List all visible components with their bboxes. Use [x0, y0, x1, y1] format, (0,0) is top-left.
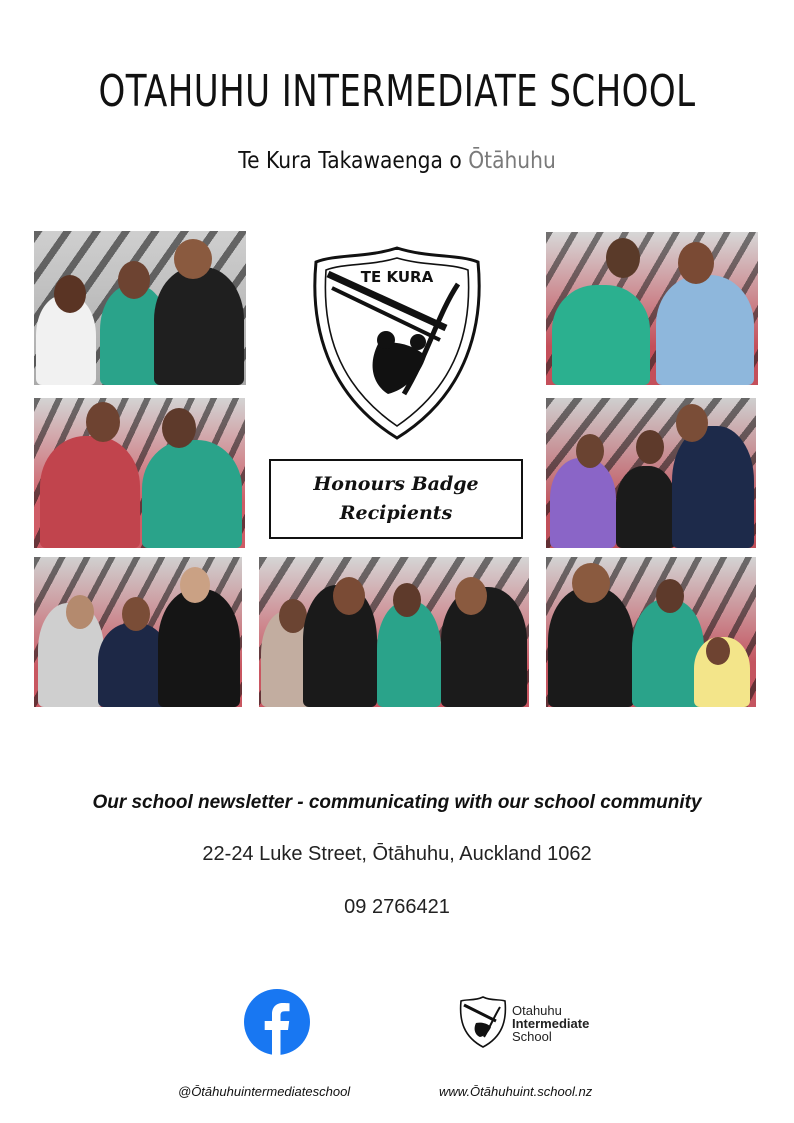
photo-bottom-right [546, 557, 756, 707]
subtitle-accent: Ōtāhuhu [468, 148, 556, 174]
school-address: 22-24 Luke Street, Ōtāhuhu, Auckland 1062 [202, 843, 592, 865]
page-subtitle [48, 148, 747, 174]
facebook-handle-link[interactable]: @Ōtāhuhuintermediateschool [178, 1084, 351, 1099]
crest-text-top: TE KURA [360, 268, 434, 286]
photo-bottom-left [34, 557, 242, 707]
photo-middle-right [546, 398, 756, 548]
photo-bottom-center [259, 557, 529, 707]
school-mini-logo [458, 995, 508, 1049]
logo-line-2: Intermediate [512, 1016, 590, 1031]
facebook-icon[interactable] [244, 989, 310, 1055]
school-crest-logo [308, 244, 486, 442]
photo-top-right [546, 232, 758, 385]
honours-badge-box [269, 459, 523, 539]
logo-line-3: School [512, 1029, 552, 1044]
newsletter-tagline: Our school newsletter - communicating with our school community [92, 792, 702, 813]
logo-line-1: Otahuhu [512, 1003, 562, 1018]
subtitle-main: Te Kura Takawaenga o [238, 148, 469, 174]
website-link[interactable]: www.Ōtāhuhuint.school.nz [439, 1084, 593, 1099]
photo-middle-left [34, 398, 245, 548]
school-phone: 09 2766421 [344, 896, 450, 918]
photo-top-left [34, 231, 246, 385]
page-title: OTAHUHU INTERMEDIATE SCHOOL [98, 66, 696, 117]
honours-badge-label: Honours Badge Recipients [313, 473, 479, 524]
school-logo-wordmark [512, 1004, 589, 1043]
